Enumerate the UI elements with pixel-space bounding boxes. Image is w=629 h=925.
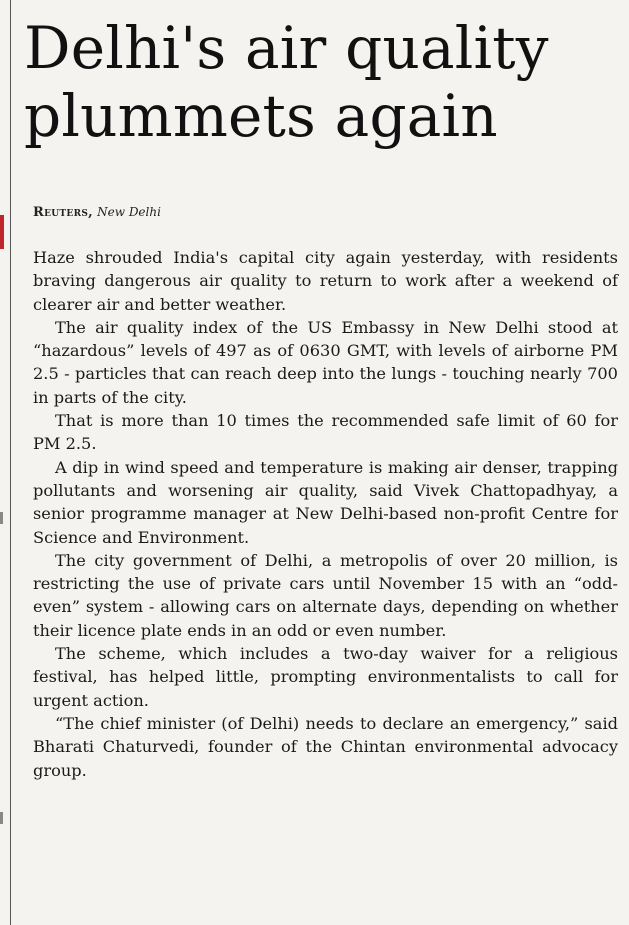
article-paragraph: Haze shrouded India's capital city again yesterday, with residents braving dangerous air quality to return to work after a weekend of clearer air and better weather. bbox=[33, 248, 618, 314]
article-paragraph: A dip in wind speed and temperature is making air denser, trapping pollutants and worsening air quality, said Vivek Chattopadhyay, a senior programme manager at New Delhi-based non-profit Centre for Science and Environment. bbox=[33, 457, 618, 547]
byline-dateline: New Delhi bbox=[97, 205, 161, 219]
article-headline: Delhi's air quality plummets again bbox=[24, 14, 549, 150]
column-rule bbox=[0, 0, 12, 925]
section-accent-mark bbox=[0, 215, 4, 249]
byline bbox=[33, 205, 161, 220]
article-body bbox=[33, 246, 618, 782]
column-tick-mark bbox=[0, 812, 3, 824]
byline-agency: Reuters, bbox=[33, 205, 93, 220]
article-paragraph: The scheme, which includes a two-day waiver for a religious festival, has helped little, prompting environmentalists to call for urgent action. bbox=[33, 644, 618, 710]
article-paragraph: The city government of Delhi, a metropolis of over 20 million, is restricting the use of private cars until November 15 with an “odd-even” system - allowing cars on alternate days, depending on whether their licence plate ends in an odd or even number. bbox=[33, 550, 618, 640]
article-paragraph: That is more than 10 times the recommended safe limit of 60 for PM 2.5. bbox=[33, 411, 618, 454]
article-paragraph: “The chief minister (of Delhi) needs to declare an emergency,” said Bharati Chaturvedi, founder of the Chintan environmental advocacy group. bbox=[33, 713, 618, 780]
column-tick-mark bbox=[0, 512, 3, 524]
article-paragraph: The air quality index of the US Embassy in New Delhi stood at “hazardous” levels of 497 as of 0630 GMT, with levels of airborne PM 2.5 - particles that can reach deep into the lungs - touching nearly 700 in parts of the city. bbox=[33, 317, 618, 407]
column-divider-line bbox=[10, 0, 11, 925]
